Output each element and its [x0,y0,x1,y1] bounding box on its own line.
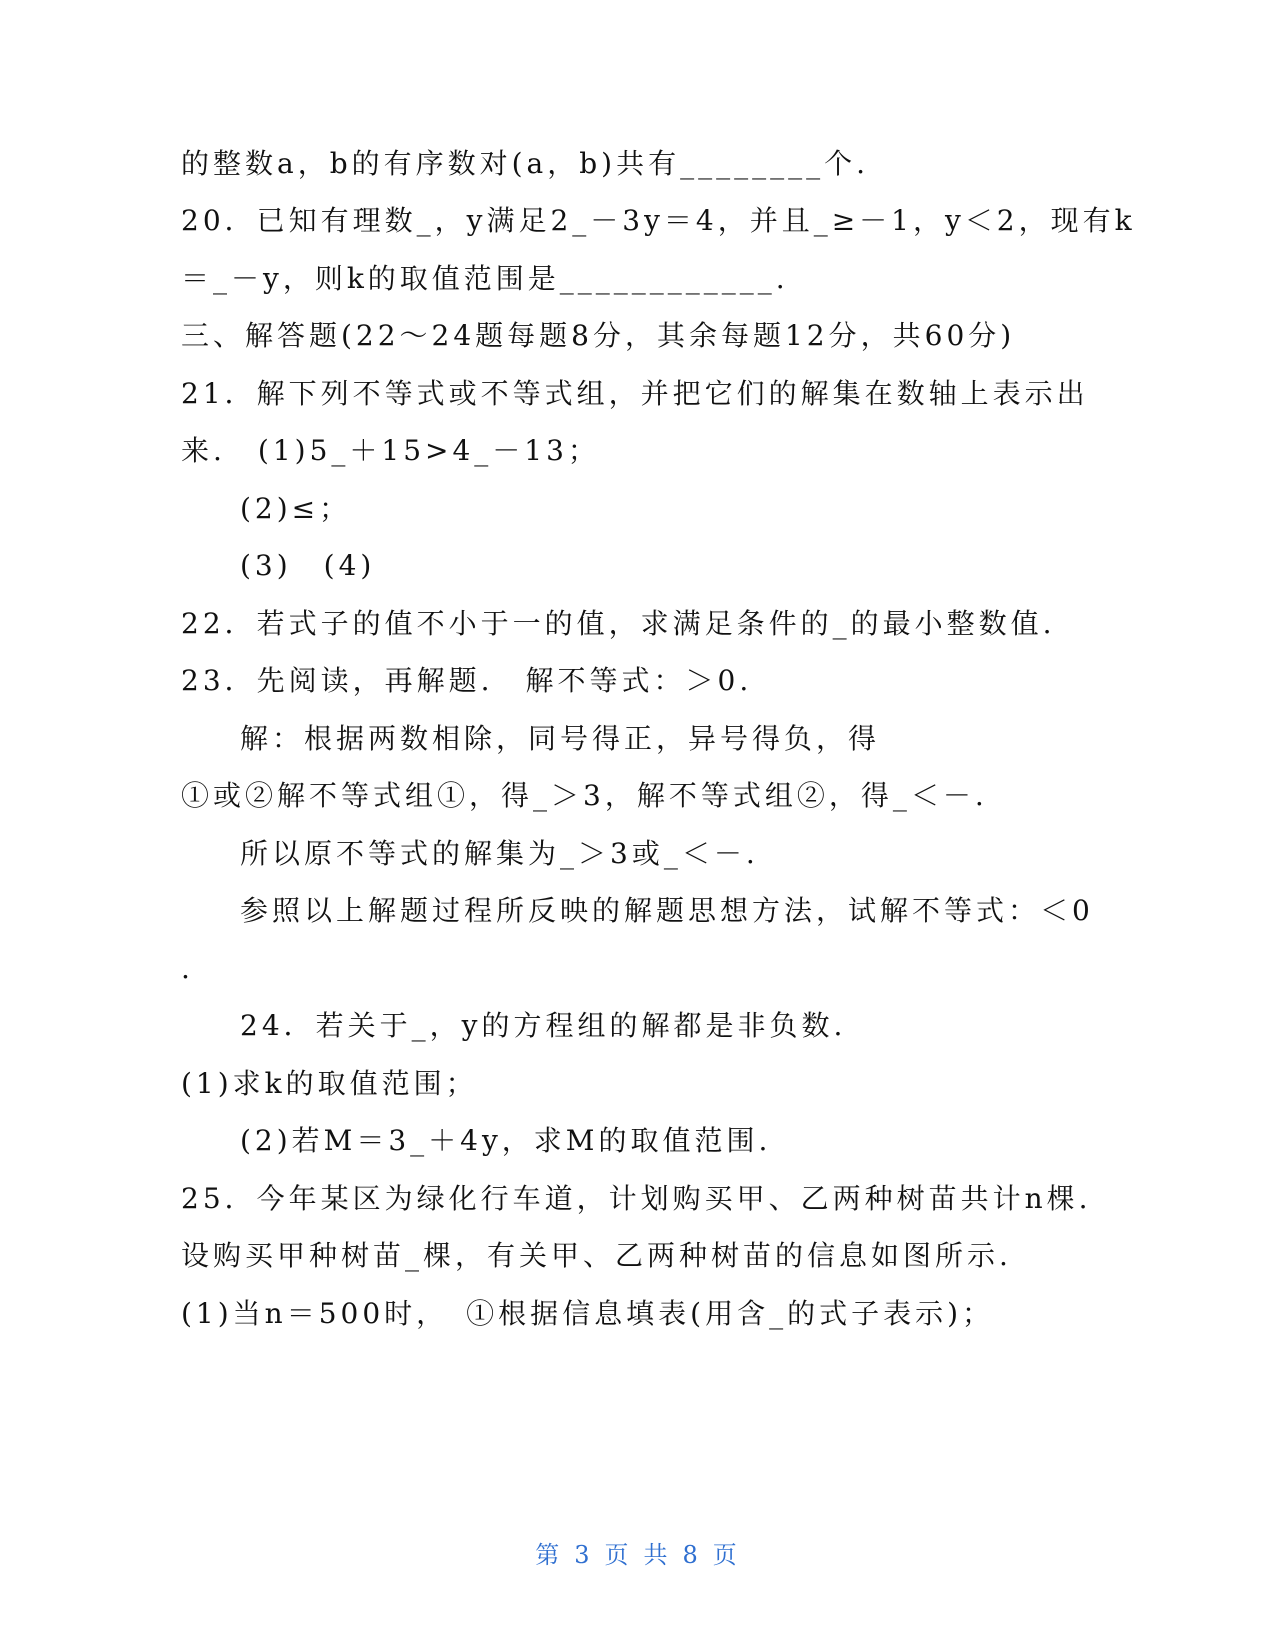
text-line: (1)求k的取值范围； [181,1067,478,1100]
text-line: 来. (1)5_＋15>4_－13； [181,434,600,467]
section-heading: 三、解答题(22～24题每题8分，其余每题12分，共60分) [181,319,1016,352]
text-line: (3) (4) [240,549,376,582]
page-footer [0,1535,1275,1570]
question-20-line: 20．已知有理数_，y满足2_－3y＝4，并且_≥－1，y＜2，现有k [181,204,1136,237]
footer-label: 页 [712,1541,740,1569]
text-line: (1)当n＝500时， ①根据信息填表(用含_的式子表示)； [181,1297,994,1330]
question-23-line: 23．先阅读，再解题. 解不等式：＞0. [181,664,753,697]
question-21-line: 21．解下列不等式或不等式组，并把它们的解集在数轴上表示出 [181,377,1089,410]
text-line: 所以原不等式的解集为_＞3或_＜－. [240,837,759,870]
question-22-line: 22．若式子的值不小于一的值，求满足条件的_的最小整数值. [181,607,1056,640]
footer-label: 页 [604,1541,632,1569]
text-line: (2)≤； [240,492,352,525]
question-24-line: 24．若关于_，y的方程组的解都是非负数. [240,1009,847,1042]
text-line: . [181,952,194,985]
footer-label: 第 [535,1541,563,1569]
text-line: ①或②解不等式组①，得_＞3，解不等式组②，得_＜－. [181,779,988,812]
footer-label: 共 [643,1541,671,1569]
text-line: ＝_－y，则k的取值范围是____________. [181,262,789,295]
text-line: (2)若M＝3_＋4y，求M的取值范围. [240,1124,772,1157]
question-25-line: 25．今年某区为绿化行车道，计划购买甲、乙两种树苗共计n棵. [181,1182,1092,1215]
text-line: 解：根据两数相除，同号得正，异号得负，得 [240,722,881,755]
text-line: 参照以上解题过程所反映的解题思想方法，试解不等式：＜0 [240,894,1094,927]
total-pages-number: 8 [682,1541,701,1569]
text-line: 的整数a，b的有序数对(a，b)共有________个. [181,147,869,180]
current-page-number: 3 [574,1541,593,1569]
text-line: 设购买甲种树苗_棵，有关甲、乙两种树苗的信息如图所示. [181,1239,1012,1272]
